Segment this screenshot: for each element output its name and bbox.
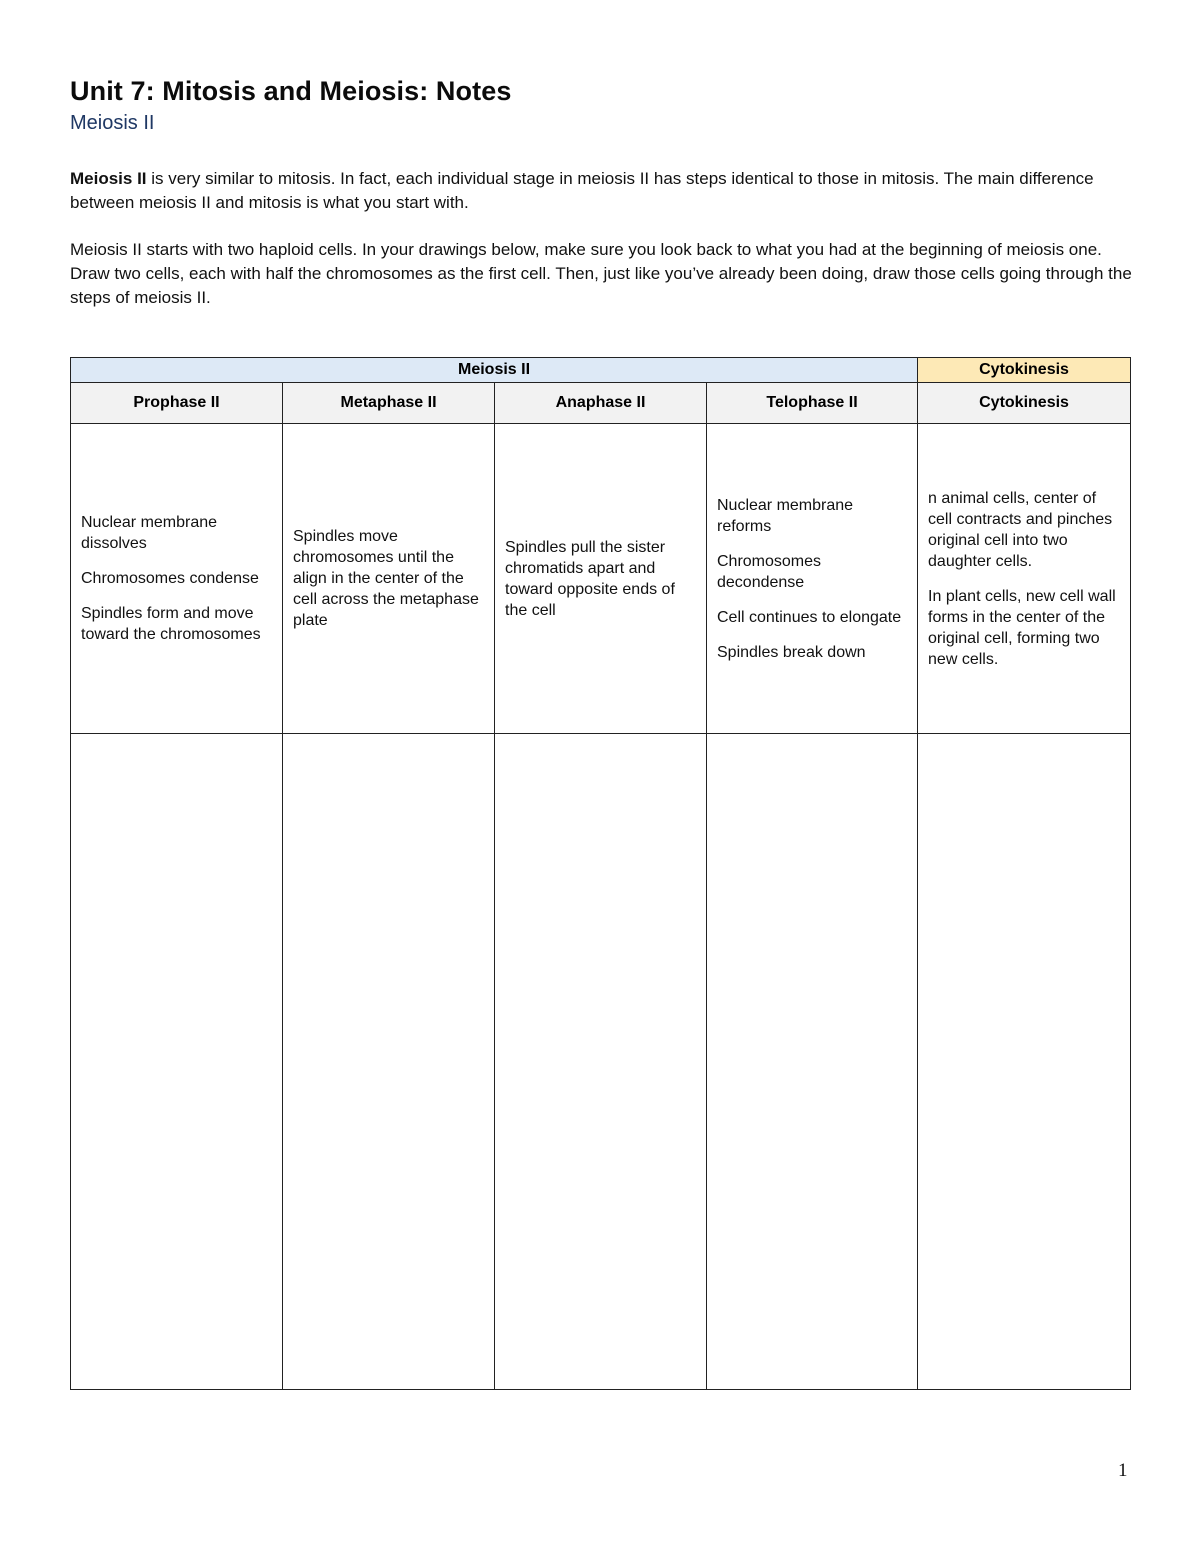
drawing-area-cytokinesis[interactable]: [918, 734, 1131, 1390]
column-header-telophase: Telophase II: [707, 383, 918, 424]
description-line: In plant cells, new cell wall forms in the center of the original cell, forming two new cells.: [928, 587, 1116, 668]
column-header-anaphase: Anaphase II: [495, 383, 707, 424]
column-header-metaphase: Metaphase II: [283, 383, 495, 424]
description-line: Nuclear membrane reforms: [717, 496, 854, 535]
description-line: Chromosomes decondense: [717, 552, 822, 591]
page-subtitle: Meiosis II: [70, 112, 155, 134]
meiosis-table: [70, 357, 1131, 1390]
drawing-area-prophase[interactable]: [71, 734, 283, 1390]
column-header-cytokinesis: Cytokinesis: [918, 383, 1131, 424]
description-line: Spindles break down: [717, 643, 866, 661]
page-title: Unit 7: Mitosis and Meiosis: Notes: [70, 76, 512, 106]
intro-paragraph-1-text: is very similar to mitosis. In fact, each individual stage in meiosis II has steps identical to those in mitosis. The main difference between meiosis II and mitosis is what you start with.: [70, 169, 1094, 212]
intro-bold-term: Meiosis II: [70, 169, 147, 188]
description-line: Cell continues to elongate: [717, 608, 902, 626]
description-line: Spindles form and move toward the chromosomes: [81, 605, 261, 643]
drawing-area-anaphase[interactable]: [495, 734, 707, 1390]
description-line: Spindles move chromosomes until the align in the center of the cell across the metaphase plate: [293, 528, 479, 629]
page-number: 1: [1118, 1460, 1128, 1481]
description-line: n animal cells, center of cell contracts and pinches original cell into two daughter cells.: [928, 489, 1113, 570]
drawing-area-telophase[interactable]: [707, 734, 918, 1390]
description-cell-prophase: [71, 424, 283, 734]
description-cell-telophase: [707, 424, 918, 734]
description-cell-cytokinesis: [918, 424, 1131, 734]
description-cell-metaphase: [283, 424, 495, 734]
intro-paragraph-1: [70, 167, 1140, 215]
description-line: Chromosomes condense: [81, 570, 259, 587]
intro-paragraph-2: Meiosis II starts with two haploid cells. In your drawings below, make sure you look back to what you had at the beginning of meiosis one. Draw two cells, each with half the chromosomes as the first cell. Then, just like you’ve already been doing, draw those cells going through the steps of meiosis II.: [70, 240, 1132, 307]
description-line: Nuclear membrane dissolves: [81, 514, 218, 552]
group-header-cytokinesis: Cytokinesis: [918, 358, 1131, 383]
description-line: Spindles pull the sister chromatids apart and toward opposite ends of the cell: [505, 538, 675, 619]
description-cell-anaphase: [495, 424, 707, 734]
column-header-prophase: Prophase II: [71, 383, 283, 424]
group-header-meiosis: Meiosis II: [71, 358, 918, 383]
drawing-area-metaphase[interactable]: [283, 734, 495, 1390]
